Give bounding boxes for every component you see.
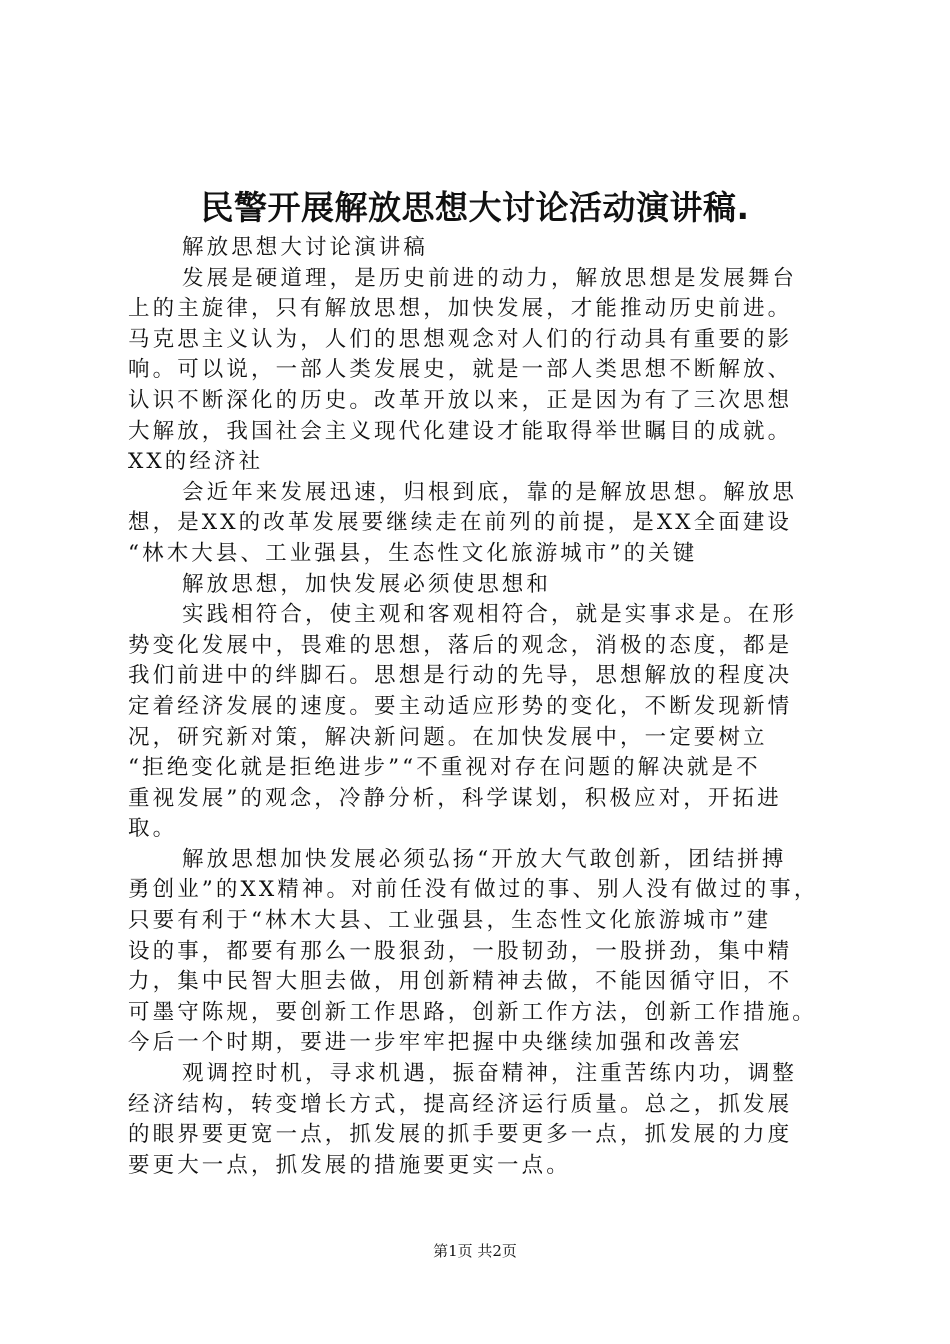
body-text-line: “拒绝变化就是拒绝进步”“不重视对存在问题的解决就是不 — [128, 755, 761, 781]
body-text-line: 力，集中民智大胆去做，用创新精神去做，不能因循守旧，不 — [128, 969, 793, 995]
body-text-line: 大解放，我国社会主义现代化建设才能取得举世瞩目的成就。 — [128, 418, 793, 444]
body-text-line: 经济结构，转变增长方式，提高经济运行质量。总之，抓发展 — [128, 1091, 793, 1117]
body-text-line: 只要有利于“林木大县、工业强县，生态性文化旅游城市”建 — [128, 908, 772, 934]
body-text-line: XX的经济社 — [128, 449, 264, 475]
body-text-line: 况，研究新对策，解决新问题。在加快发展中，一定要树立 — [128, 724, 768, 750]
body-text-line: “林木大县、工业强县，生态性文化旅游城市”的关键 — [128, 540, 698, 566]
body-text-line: 实践相符合，使主观和客观相符合，就是实事求是。在形 — [182, 602, 798, 628]
body-text-line: 认识不断深化的历史。改革开放以来，正是因为有了三次思想 — [128, 387, 793, 413]
body-text-line: 解放思想大讨论演讲稿 — [182, 235, 429, 260]
body-text-line: 解放思想，加快发展必须使思想和 — [182, 571, 552, 597]
body-text-line: 今后一个时期，要进一步牢牢把握中央继续加强和改善宏 — [128, 1030, 744, 1056]
body-text-line: 设的事，都要有那么一股狠劲，一股韧劲，一股拼劲，集中精 — [128, 938, 793, 964]
body-text-line: 上的主旋律，只有解放思想，加快发展，才能推动历史前进。 — [128, 296, 793, 322]
body-text-line: 响。可以说，一部人类发展史，就是一部人类思想不断解放、 — [128, 357, 793, 383]
body-text-line: 我们前进中的绊脚石。思想是行动的先导，思想解放的程度决 — [128, 663, 793, 689]
body-text-line: 勇创业”的XX精神。对前任没有做过的事、别人没有做过的事， — [128, 877, 819, 903]
body-text-line: 势变化发展中，畏难的思想，落后的观念，消极的态度，都是 — [128, 632, 793, 658]
body-text-line: 解放思想加快发展必须弘扬“开放大气敢创新，团结拼搏 — [182, 846, 787, 872]
body-text-line: 观调控时机，寻求机遇，振奋精神，注重苦练内功，调整 — [182, 1061, 798, 1087]
body-text-line: 会近年来发展迅速，归根到底，靠的是解放思想。解放思 — [182, 479, 798, 505]
body-text-line: 要更大一点，抓发展的措施要更实一点。 — [128, 1152, 571, 1178]
document-title: 民警开展解放思想大讨论活动演讲稿. — [200, 188, 750, 227]
body-text-line: 定着经济发展的速度。要主动适应形势的变化，不断发现新情 — [128, 693, 793, 719]
body-text-line: 可墨守陈规，要创新工作思路，创新工作方法，创新工作措施。 — [128, 999, 817, 1025]
body-text-line: 发展是硬道理，是历史前进的动力，解放思想是发展舞台 — [182, 265, 798, 291]
body-text-line: 的眼界要更宽一点，抓发展的抓手要更多一点，抓发展的力度 — [128, 1122, 793, 1148]
document-body — [128, 233, 840, 1181]
body-text-line: 马克思主义认为，人们的思想观念对人们的行动具有重要的影 — [128, 326, 793, 352]
body-text-line: 取。 — [128, 816, 178, 842]
body-text-line: 重视发展”的观念，冷静分析，科学谋划，积极应对，开拓进 — [128, 785, 782, 811]
page-indicator: 第1页 共2页 — [433, 1242, 517, 1260]
body-text-line: 想，是XX的改革发展要继续走在前列的前提，是XX全面建设 — [128, 510, 793, 536]
